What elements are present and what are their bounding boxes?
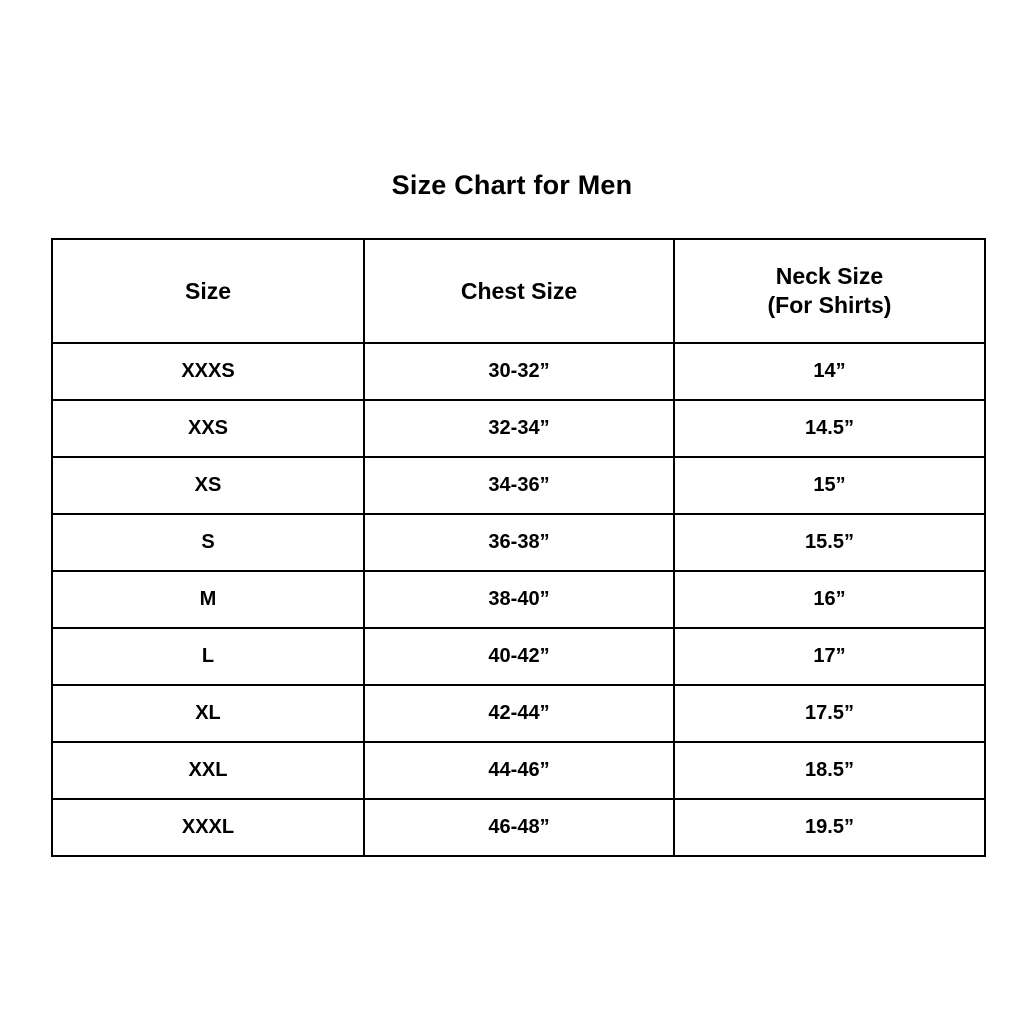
cell-neck: 18.5” [674, 742, 985, 799]
table-header-row [52, 239, 985, 343]
column-header-neck [674, 239, 985, 343]
cell-size: L [52, 628, 364, 685]
cell-size: XL [52, 685, 364, 742]
cell-chest: 42-44” [364, 685, 674, 742]
cell-chest: 32-34” [364, 400, 674, 457]
cell-chest: 36-38” [364, 514, 674, 571]
cell-chest: 46-48” [364, 799, 674, 856]
cell-neck: 14” [674, 343, 985, 400]
table-body [52, 343, 985, 856]
table-row [52, 457, 985, 514]
cell-chest: 38-40” [364, 571, 674, 628]
table-row [52, 343, 985, 400]
cell-chest: 44-46” [364, 742, 674, 799]
table-header [52, 239, 985, 343]
column-header-chest-label: Chest Size [460, 277, 578, 304]
cell-neck: 16” [674, 571, 985, 628]
cell-neck: 15.5” [674, 514, 985, 571]
size-chart-table [51, 238, 986, 857]
cell-chest: 30-32” [364, 343, 674, 400]
cell-size: XXXL [52, 799, 364, 856]
table-row [52, 685, 985, 742]
column-header-size-label: Size [184, 277, 232, 304]
column-header-size [52, 239, 364, 343]
cell-chest: 34-36” [364, 457, 674, 514]
page-title: Size Chart for Men [391, 170, 633, 200]
cell-neck: 17.5” [674, 685, 985, 742]
column-header-chest [364, 239, 674, 343]
table-row [52, 628, 985, 685]
table-row [52, 400, 985, 457]
cell-chest: 40-42” [364, 628, 674, 685]
cell-size: XXXS [52, 343, 364, 400]
cell-size: S [52, 514, 364, 571]
column-header-neck-label: Neck Size [775, 263, 884, 290]
cell-neck: 15” [674, 457, 985, 514]
cell-size: XS [52, 457, 364, 514]
table-row [52, 799, 985, 856]
cell-size: XXL [52, 742, 364, 799]
cell-size: XXS [52, 400, 364, 457]
cell-neck: 19.5” [674, 799, 985, 856]
table-row [52, 514, 985, 571]
column-header-neck-sublabel: (For Shirts) [767, 292, 892, 318]
table-row [52, 571, 985, 628]
table-row [52, 742, 985, 799]
cell-neck: 14.5” [674, 400, 985, 457]
cell-size: M [52, 571, 364, 628]
cell-neck: 17” [674, 628, 985, 685]
